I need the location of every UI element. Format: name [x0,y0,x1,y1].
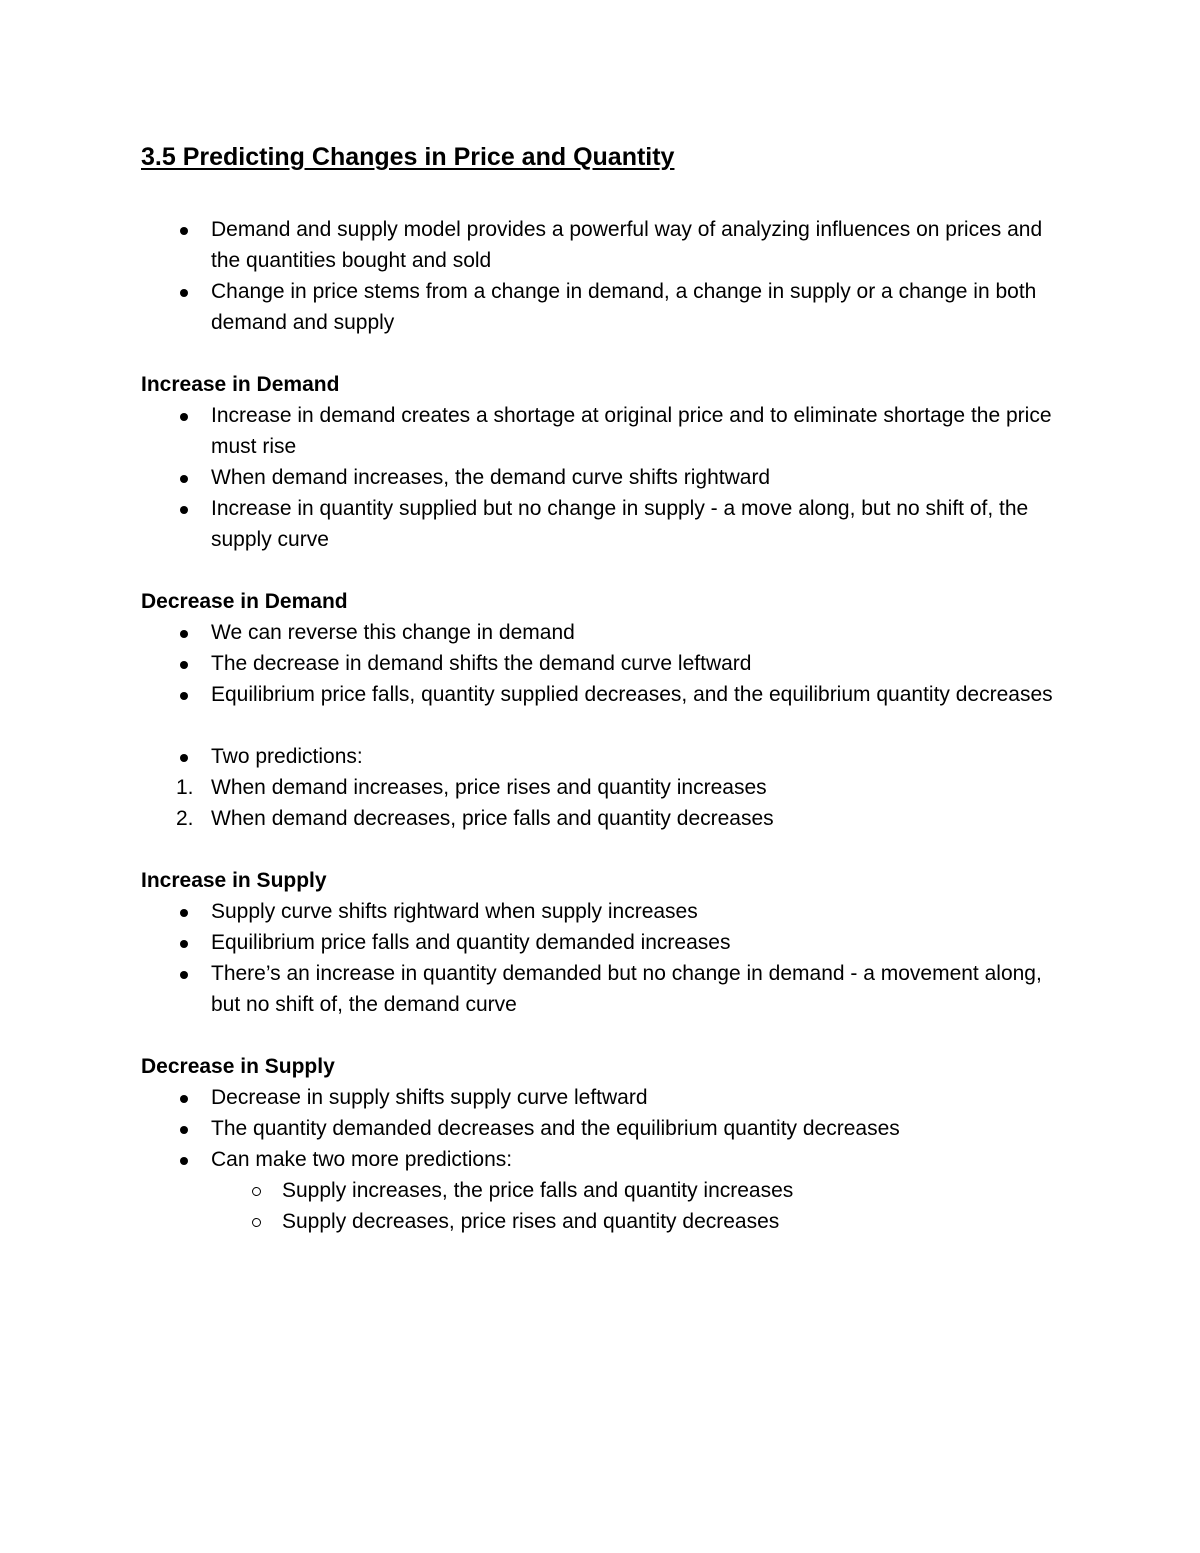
list-item: Equilibrium price falls and quantity demanded increases [141,927,1071,958]
list-number: 2. [176,807,194,830]
list-item: The quantity demanded decreases and the equilibrium quantity decreases [141,1113,1071,1144]
document-content [141,141,1071,1237]
list-item: Change in price stems from a change in demand, a change in supply or a change in both demand and supply [141,276,1071,338]
list-item: Decrease in supply shifts supply curve leftward [141,1082,1071,1113]
numbered-item [141,772,1071,803]
decrease-demand-list [141,617,1071,710]
numbered-item-text: When demand increases, price rises and quantity increases [211,776,767,799]
spacer [141,834,1071,865]
list-item: Equilibrium price falls, quantity supplied decreases, and the equilibrium quantity decreases [141,679,1071,710]
spacer [141,555,1071,586]
numbered-item [141,803,1071,834]
section-heading-decrease-demand: Decrease in Demand [141,590,348,613]
spacer [141,710,1071,741]
spacer [141,338,1071,369]
section-heading-decrease-supply: Decrease in Supply [141,1055,335,1078]
intro-list [141,214,1071,338]
sub-list-item: Supply increases, the price falls and quantity increases [141,1175,1071,1206]
list-item: Increase in quantity supplied but no change in supply - a move along, but no shift of, the supply curve [141,493,1071,555]
spacer [141,1020,1071,1051]
list-item: Can make two more predictions: [141,1144,1071,1175]
section-heading-increase-demand: Increase in Demand [141,373,340,396]
list-item: When demand increases, the demand curve shifts rightward [141,462,1071,493]
list-item: The decrease in demand shifts the demand curve leftward [141,648,1071,679]
list-number: 1. [176,776,194,799]
predictions-label-list [141,741,1071,772]
page-title: 3.5 Predicting Changes in Price and Quantity [141,143,675,171]
predictions-list [141,772,1071,834]
sub-list [141,1175,1071,1237]
decrease-supply-list [141,1082,1071,1175]
section-heading-increase-supply: Increase in Supply [141,869,327,892]
list-item: Demand and supply model provides a powerful way of analyzing influences on prices and the quantities bought and sold [141,214,1071,276]
sub-list-item: Supply decreases, price rises and quantity decreases [141,1206,1071,1237]
increase-supply-list [141,896,1071,1020]
list-item: There’s an increase in quantity demanded but no change in demand - a movement along, but no shift of, the demand curve [141,958,1071,1020]
list-item: Two predictions: [141,741,1071,772]
list-item: Supply curve shifts rightward when supply increases [141,896,1071,927]
list-item: Increase in demand creates a shortage at original price and to eliminate shortage the price must rise [141,400,1071,462]
numbered-item-text: When demand decreases, price falls and quantity decreases [211,807,774,830]
increase-demand-list [141,400,1071,555]
list-item: We can reverse this change in demand [141,617,1071,648]
